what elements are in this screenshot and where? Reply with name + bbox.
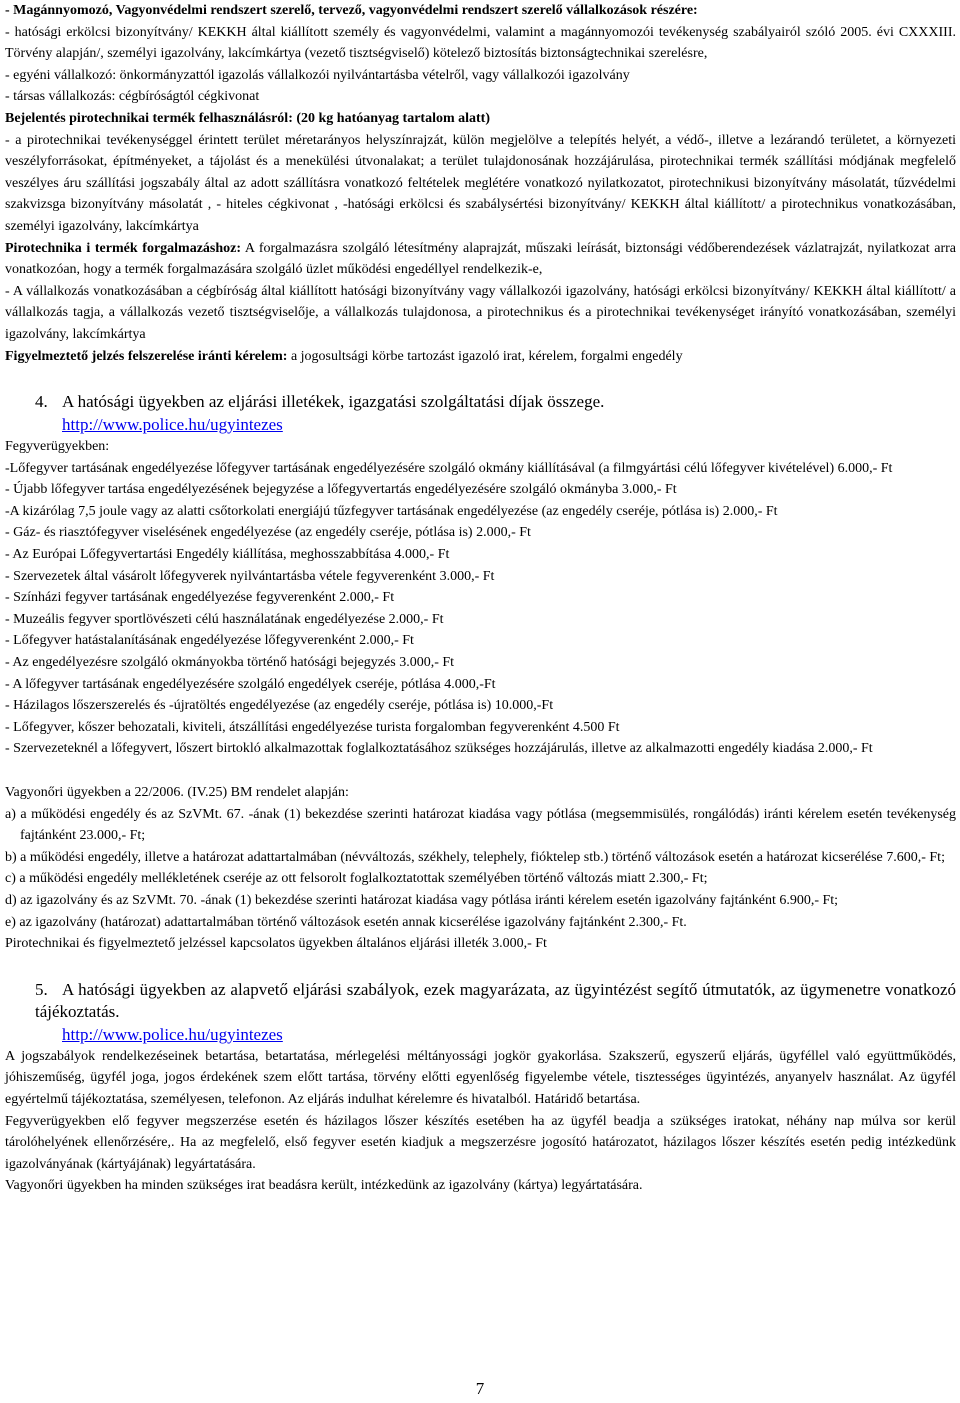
list-item: - A lőfegyver tartásának engedélyezésére szolgáló engedélyek cseréje, pótlása 4.000,-Ft	[5, 676, 496, 692]
paragraph: - hatósági erkölcsi bizonyítvány/ KEKKH által kiállított személy és vagyonvédelmi, valamint a magánnyomozói tevékenység szabályairól szóló 2005. évi CXXXIII. Törvény alapján/, személyi igazolvány, lakcímkártya (vezető tisztségviselő) kötelező biztosítás biztonságtechnikai szerelésre,	[5, 24, 956, 62]
list-item: b) a működési engedély, illetve a határozat adattartalmában (névváltozás, székhely, telephely, fióktelep stb.) történő változások esetén a határozat kicserélése 7.600,- Ft;	[5, 849, 945, 865]
fee-list	[5, 458, 956, 760]
list-item: - Színházi fegyver tartásának engedélyezése fegyverenként 2.000,- Ft	[5, 590, 395, 606]
vagyonor-fee-list	[5, 804, 956, 934]
paragraph-forgalmazas	[5, 238, 956, 281]
paragraph: Vagyonőri ügyekben a 22/2006. (IV.25) BM rendelet alapján:	[5, 785, 349, 800]
paragraph: A jogszabályok rendelkezéseinek betartása, betartatása, mérlegelési méltányossági jogkör gyakorlása. Szakszerű, egyszerű eljárás, ügyféllel való együttműködés, jóhiszeműség, ügyfél joga, jogos érdekének szem előtt tartása, törvény előtti egyenlőség figyelembe vétele, tisztességes ügyintézés, anyanyelv használat. Az ügyfél egyértelmű tájékoztatása, személyesen, telefonon. Az eljárás indulhat kérelemre és hivatalból. Határidő betartása.	[5, 1048, 956, 1107]
inline-title: Pirotechnika i termék forgalmazáshoz:	[5, 240, 242, 256]
heading-text: A hatósági ügyekben az eljárási illetékek, igazgatási szolgáltatási díjak összege.	[62, 392, 605, 412]
list-item: - Muzeális fegyver sportlövészeti célú használatának engedélyezése 2.000,- Ft	[5, 611, 444, 627]
list-item: - Az engedélyezésre szolgáló okmányokba történő hatósági bejegyzés 3.000,- Ft	[5, 655, 455, 671]
section-title-maganynomozo: - Magánnyomozó, Vagyonvédelmi rendszert szerelő, tervező, vagyonvédelmi rendszert szerelő vállalkozások részére:	[5, 3, 698, 18]
paragraph-figyelmezteto	[5, 346, 956, 368]
paragraph: Fegyverügyekben:	[5, 439, 110, 455]
paragraph: Pirotechnikai és figyelmeztető jelzéssel kapcsolatos ügyekben általános eljárási illeték 3.000,- Ft	[5, 936, 547, 952]
list-item: d) az igazolvány és az SzVMt. 70. -ának (1) bekezdése szerinti határozat kiadása vagy pótlása iránti kérelem esetén igazolvány fajtánként 6.900,- Ft;	[5, 892, 839, 908]
list-item: - Az Európai Lőfegyvertartási Engedély kiállítása, meghosszabbítása 4.000,- Ft	[5, 547, 450, 563]
heading-section-5	[5, 979, 956, 1023]
heading-number: 4.	[35, 392, 48, 412]
paragraph: - társas vállalkozás: cégbíróságtól cégkivonat	[5, 89, 260, 105]
list-item: e) az igazolvány (határozat) adattartalmában történő változások esetén annak kicserélése igazolvány fajtánként 2.300,- Ft.	[5, 914, 687, 930]
paragraph: - A vállalkozás vonatkozásában a cégbíróság által kiállított hatósági bizonyítvány vagy vállalkozói igazolvány, hatósági erkölcsi bizonyítvány/ KEKKH által kiállított/ a vállalkozás tagja, a vállalkozás vezető tisztségviselője, a vállalkozás tulajdonosa, a pirotechnikus és a pirotechnikai tevékenységet irányító vonatkozásában, személyi igazolvány, lakcímkártya	[5, 283, 956, 342]
list-item: -A kizárólag 7,5 joule vagy az alatti csőtorkolati energiájú tűzfegyver tartásának engedélyezése (az engedély cseréje, pótlása is) 2.000,- Ft	[5, 503, 778, 519]
paragraph: Fegyverügyekben elő fegyver megszerzése esetén és házilagos lőszer készítés esetében ha az ügyfél beadja a szükséges iratokat, néhány nap múlva sor kerül tárolóhelyének ellenőrzésére,. Ha az megfelelő, első fegyver esetén kiadjuk a megszerzésre jogosító határozatot, házilagos lőszer készítés esetén pedig intézkedünk igazolványának (kártyájának) legyártatására.	[5, 1113, 956, 1172]
police-ugyintezes-link[interactable]: http://www.police.hu/ugyintezes	[62, 1024, 283, 1044]
inline-title: Figyelmeztető jelzés felszerelése iránti kérelem:	[5, 348, 288, 364]
inline-text: A forgalmazásra szolgáló létesítmény alaprajzát, műszaki leírását, biztonsági védőberendezések vázlatrajzát, nyilatkozat arra vonatkozóan, hogy a termék forgalmazására szolgáló üzlet működési engedéllyel rendelkezik-e,	[5, 240, 956, 278]
list-item: - Lőfegyver, kőszer behozatali, kiviteli, átszállítási engedélyezése turista forgalomban fegyverenként 4.500 Ft	[5, 719, 620, 735]
paragraph: Vagyonőri ügyekben ha minden szükséges irat beadásra került, intézkedünk az igazolvány (kártya) legyártatására.	[5, 1178, 643, 1194]
list-item: -Lőfegyver tartásának engedélyezése lőfegyver tartásának engedélyezésére szolgáló okmány kiállításával (a filmgyártási célú lőfegyver kivételével) 6.000,- Ft	[5, 460, 893, 476]
list-item: - Újabb lőfegyver tartása engedélyezésének bejegyzése a lőfegyvertartás engedélyezésére szolgáló okmányba 3.000,- Ft	[5, 482, 677, 498]
police-ugyintezes-link[interactable]: http://www.police.hu/ugyintezes	[62, 415, 283, 435]
list-item: - Szervezetek által vásárolt lőfegyverek nyilvántartásba vétele fegyverenként 3.000,- Ft	[5, 568, 495, 584]
heading-section-4	[5, 391, 956, 413]
page-number: 7	[475, 1379, 485, 1398]
heading-number: 5.	[35, 979, 48, 999]
link-line	[5, 1023, 956, 1046]
section-title-pirotechnika-bejelentes: Bejelentés pirotechnikai termék felhasználásról: (20 kg hatóanyag tartalom alatt)	[5, 110, 491, 126]
list-item: - Lőfegyver hatástalanításának engedélyezése lőfegyverenként 2.000,- Ft	[5, 633, 414, 649]
heading-text: A hatósági ügyekben az alapvető eljárási szabályok, ezek magyarázata, az ügyintézést segítő útmutatók, az ügymenetre vonatkozó tájékoztatás.	[35, 979, 956, 1021]
list-item: - Gáz- és riasztófegyver viselésének engedélyezése (az engedély cseréje, pótlása is) 2.000,- Ft	[5, 525, 531, 541]
link-line	[5, 413, 956, 436]
paragraph: - a pirotechnikai tevékenységgel érintett terület méretarányos helyszínrajzát, külön megjelölve a telepítés helyét, a védő-, illetve a lezárandó területet, a környezeti veszélyforrásokat, építményeket, a tájolást és a menekülési útvonalakat; a terület tulajdonosának hozzájárulása, pirotechnikai termék szállítási módjának megfelelő veszélyes áru szállítási jogszabály által az adott szállításra vonatkozó feltételek meglétére vonatkozó nyilatkozatot, pirotechnikusi bizonyítvány másolatát, tűzvédelmi szakvizsga bizonyítvány másolatát , - hiteles cégkivonat , -hatósági erkölcsi és szabálysértési bizonyítvány/ KEKKH által kiállított/ a pirotechnikus vonatkozásában, személyi igazolvány, lakcímkártya	[5, 132, 956, 234]
list-item: - Házilagos lőszerszerelés és -újratöltés engedélyezése (az engedély cseréje, pótlása is) 10.000,-Ft	[5, 698, 554, 714]
inline-text: a jogosultsági körbe tartozást igazoló irat, kérelem, forgalmi engedély	[287, 348, 683, 364]
list-item: a) a működési engedély és az SzVMt. 67. -ának (1) bekezdése szerinti határozat kiadása vagy pótlása (megsemmisülés, rongálódás) iránti kérelem esetén tevékenység fajtánként 23.000,- Ft;	[5, 806, 956, 844]
list-item: c) a működési engedély mellékletének cseréje az ott felsorolt foglalkoztatottak személyében történő változás miatt 2.300,- Ft;	[5, 871, 708, 887]
paragraph: - egyéni vállalkozó: önkormányzattól igazolás vállalkozói nyilvántartásba vételről, vagy vállalkozói igazolvány	[5, 67, 630, 83]
list-item: - Szervezeteknél a lőfegyvert, lőszert birtokló alkalmazottak foglalkoztatásához szükséges hozzájárulás, illetve az alkalmazotti engedély kiadása 2.000,- Ft	[5, 741, 873, 757]
